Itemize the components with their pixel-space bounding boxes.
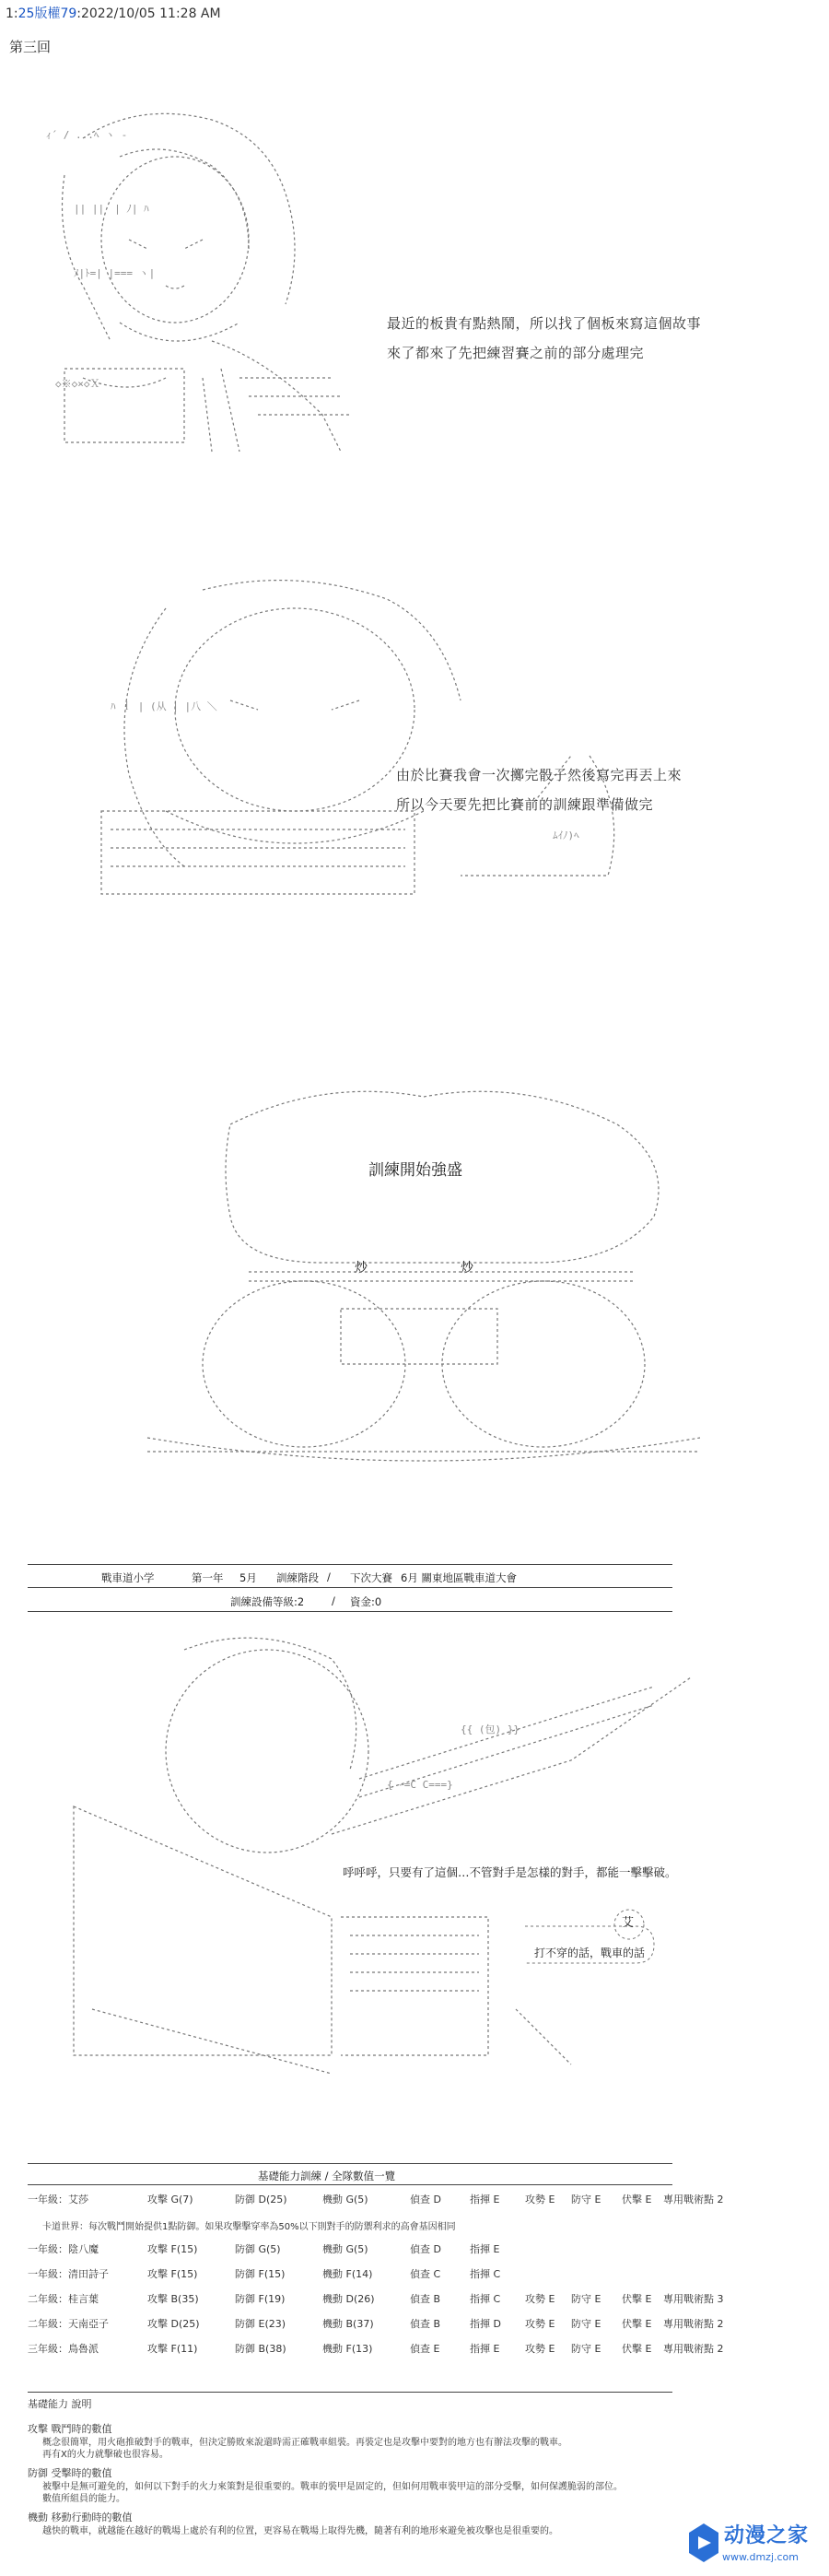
table-cell-amb: 伏擊 E [622, 2318, 652, 2330]
note-attack-body: 概念很簡單，用火砲推破對手的戰車，但決定勝敗來說還時需正確戰車組裝。再裝定也是攻擊中要對的地方也有辦法攻擊的戰車。 [42, 2438, 567, 2448]
note-mobility-body: 越快的戰車，就越能在越好的戰場上處於有利的位置，更容易在戰場上取得先機，隨著有利的地形來避免被攻擊也是很重要的。 [42, 2526, 558, 2536]
status-top-rule [28, 1564, 672, 1565]
training-cloud-art [138, 1088, 709, 1484]
table-cell-name: 二年級：桂言葉 [28, 2293, 99, 2305]
table-cell-extra: 專用戰術點 2 [663, 2194, 724, 2205]
narration-line-4: 所以今天要先把比賽前的訓練跟準備做完 [396, 796, 654, 813]
facility-level: 訓練設備等級:2 [230, 1595, 305, 1608]
table-cell-mob: 機動 G(5) [322, 2194, 368, 2205]
table-cell-a2: 攻勢 E [525, 2194, 555, 2205]
table-bottom-rule [28, 2392, 672, 2393]
narration-line-2: 來了都來了先把練習賽之前的部分處理完 [387, 345, 645, 361]
speaker-name: 艾 [622, 1916, 635, 1930]
note-attack-title: 攻擊 戰鬥時的數值 [28, 2423, 112, 2435]
table-cell-atk: 攻擊 F(15) [147, 2243, 198, 2255]
table-cell-def: 防御 F(19) [235, 2293, 286, 2305]
table-cell-extra: 專用戰術點 2 [663, 2318, 724, 2330]
table-cell-scout: 偵查 D [410, 2243, 441, 2255]
school-name: 戰車道小学 [101, 1571, 155, 1584]
school-year: 第一年 [192, 1571, 224, 1584]
table-cell-atk: 攻擊 D(25) [147, 2318, 200, 2330]
table-cell-a2: 攻勢 E [525, 2318, 555, 2330]
svg-text:{ ｰ=C C===}: { ｰ=C C===} [387, 1779, 453, 1791]
svg-text:ﾑｲﾉ)ﾍ: ﾑｲﾉ)ﾍ [553, 829, 579, 841]
current-month: 5月 [239, 1571, 257, 1584]
table-title: 基礎能力訓練 / 全隊數值一覽 [258, 2170, 396, 2182]
table-footer-label: 基礎能力 說明 [28, 2398, 92, 2410]
table-cell-cmd: 指揮 C [470, 2268, 501, 2280]
speech-bubble-1: 呼呼呼，只要有了這個…不管對手是怎樣的對手，都能一擊擊破。 [343, 1865, 677, 1879]
table-cell-atk: 攻擊 F(15) [147, 2268, 198, 2280]
table-cell-mob: 機動 G(5) [322, 2243, 368, 2255]
character-art-1 [28, 101, 378, 470]
table-top-rule [28, 2163, 672, 2164]
table-cell-mob: 機動 B(37) [322, 2318, 374, 2330]
table-cell-scout: 偵查 D [410, 2194, 441, 2205]
table-cell-scout: 偵查 C [410, 2268, 441, 2280]
table-cell-a2: 攻勢 E [525, 2343, 555, 2355]
speech-bubble-2: 打不穿的話，戰車的話 [534, 1947, 646, 1959]
table-cell-name: 一年級：艾莎 [28, 2194, 88, 2205]
svg-text:◇※◇×◇Ｘ: ◇※◇×◇Ｘ [55, 378, 100, 390]
svg-text:{{ (包) }}: {{ (包) }} [461, 1723, 520, 1735]
table-cell-name: 一年級：清田詩子 [28, 2268, 109, 2280]
svg-text:ｨ´ / ...ﾍ ヽ ‐: ｨ´ / ...ﾍ ヽ ‐ [46, 129, 128, 141]
table-cell-atk: 攻擊 F(11) [147, 2343, 198, 2355]
table-cell-def: 防御 B(38) [235, 2343, 286, 2355]
table-cell-extra: 專用戰術點 3 [663, 2293, 724, 2305]
sep-2: / [332, 1594, 335, 1607]
fire-right: 炒 [461, 1261, 473, 1276]
site-logo[interactable] [685, 2516, 823, 2571]
post-timestamp: :2022/10/05 11:28 AM [76, 6, 221, 21]
logo-name: 动漫之家 [724, 2524, 810, 2547]
table-title-rule [28, 2184, 672, 2185]
table-cell-mob: 機動 D(26) [322, 2293, 375, 2305]
table-cell-d2: 防守 E [571, 2293, 601, 2305]
table-cell-amb: 伏擊 E [622, 2293, 652, 2305]
table-cell-def: 防御 D(25) [235, 2194, 287, 2205]
logo-url: www.dmzj.com [722, 2551, 799, 2563]
tank-character-art [55, 1622, 718, 2092]
next-event-label: 下次大賽 [350, 1571, 392, 1584]
narration-line-1: 最近的板貴有點熱鬧，所以找了個板來寫這個故事 [387, 315, 702, 332]
note-mobility-title: 機動 移動行動時的數值 [28, 2511, 133, 2523]
table-cell-a2: 攻勢 E [525, 2293, 555, 2305]
post-header [6, 4, 221, 22]
status-bottom-rule [28, 1611, 672, 1612]
post-number: 1: [6, 6, 18, 21]
table-cell-cmd: 指揮 C [470, 2293, 501, 2305]
table-cell-scout: 偵查 B [410, 2293, 441, 2305]
table-cell-scout: 偵查 B [410, 2318, 441, 2330]
note-defense-title: 防御 受擊時的數值 [28, 2467, 112, 2479]
character-art-2 [74, 571, 718, 903]
note-attack-body-2: 再有X的火力就擊破也很容易。 [42, 2450, 169, 2460]
narration-line-3: 由於比賽我會一次擲完骰子然後寫完再丟上來 [396, 767, 683, 783]
table-cell-name: 二年級：天南亞子 [28, 2318, 109, 2330]
fire-left: 炒 [355, 1261, 368, 1276]
table-cell-cmd: 指揮 E [470, 2343, 500, 2355]
table-cell-name: 三年級：鳥魯派 [28, 2343, 99, 2355]
table-cell-atk: 攻擊 B(35) [147, 2293, 199, 2305]
svg-text:|| || | ﾉ| ﾊ: || || | ﾉ| ﾊ [74, 203, 149, 215]
table-cell-name: 一年級：陰八魔 [28, 2243, 99, 2255]
table-cell-cmd: 指揮 E [470, 2243, 500, 2255]
table-cell-def: 防御 F(15) [235, 2268, 286, 2280]
chapter-title: 第三回 [9, 39, 52, 55]
table-cell-cmd: 指揮 D [470, 2318, 501, 2330]
table-cell-mob: 機動 F(14) [322, 2268, 373, 2280]
table-cell-d2: 防守 E [571, 2318, 601, 2330]
table-cell-def: 防御 G(5) [235, 2243, 281, 2255]
note-defense-body-2: 數值所組員的能力。 [42, 2494, 125, 2504]
table-cell-atk: 攻擊 G(7) [147, 2194, 193, 2205]
table-cell-d2: 防守 E [571, 2194, 601, 2205]
table-cell-amb: 伏擊 E [622, 2343, 652, 2355]
table-cell-cmd: 指揮 E [470, 2194, 500, 2205]
table-cell-amb: 伏擊 E [622, 2194, 652, 2205]
table-cell-scout: 偵查 E [410, 2343, 440, 2355]
logo-icon [685, 2522, 722, 2564]
table-cell-mob: 機動 F(13) [322, 2343, 373, 2355]
funds: 資金:0 [350, 1595, 382, 1608]
post-id-link[interactable]: 25版權79 [18, 6, 77, 21]
sep-1: / [327, 1570, 331, 1583]
table-cell-extra: 專用戰術點 2 [663, 2343, 724, 2355]
table-row-note: 卡道世界：每次戰鬥開始提供1點防御。如果攻擊擊穿率為50%以下則對手的防禦利求的高會基因相同 [42, 2222, 456, 2232]
next-event-value: 6月 關東地區戰車道大會 [401, 1571, 517, 1584]
table-cell-d2: 防守 E [571, 2343, 601, 2355]
current-phase: 訓練階段 [276, 1571, 319, 1584]
svg-text:ﾊ ｌ | (从 | |八 ＼: ﾊ ｌ | (从 | |八 ＼ [111, 700, 217, 712]
cloud-caption: 訓練開始強盛 [368, 1161, 462, 1180]
note-defense-body: 被擊中是無可避免的，如何以下對手的火力來策對是很重要的。戰車的裝甲是固定的，但如何用戰車裝甲這的部分受擊，如何保護脆弱的部位。 [42, 2482, 623, 2492]
svg-text:ﾒ|ﾄ=| |=== ヽ|: ﾒ|ﾄ=| |=== ヽ| [74, 267, 156, 279]
status-mid-rule [28, 1587, 672, 1588]
table-cell-def: 防御 E(23) [235, 2318, 286, 2330]
